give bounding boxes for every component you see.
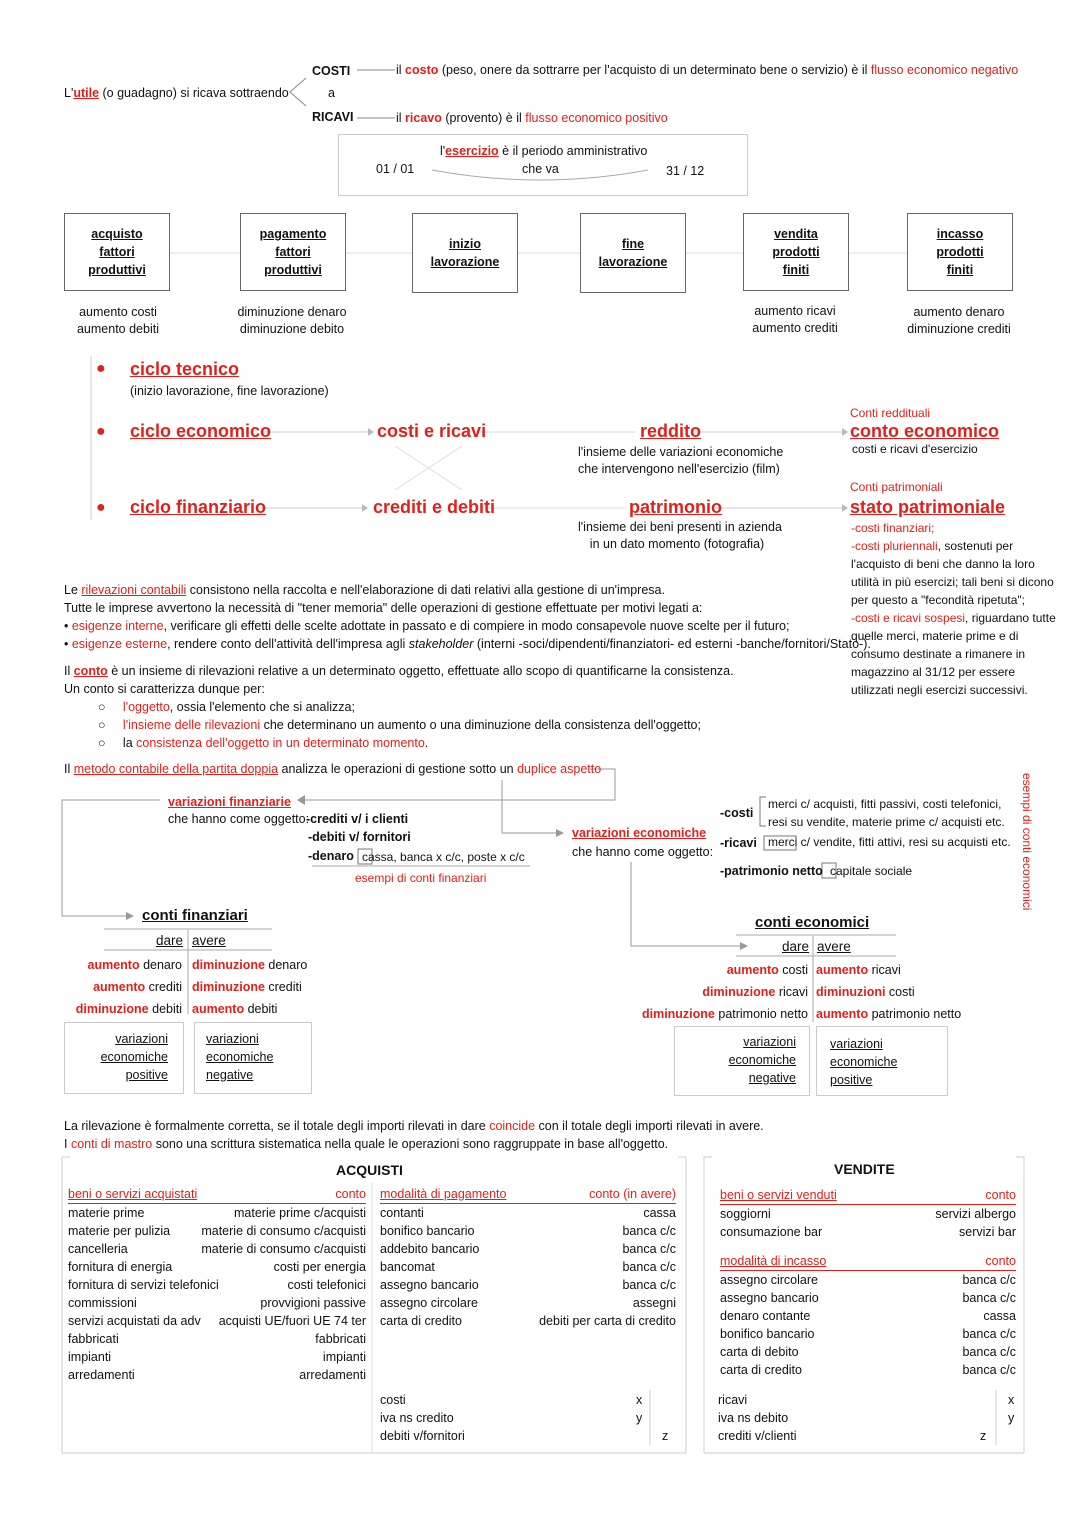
costi-label: COSTI: [312, 64, 351, 78]
ciclo-tecnico-sub: (inizio lavorazione, fine lavorazione): [130, 384, 329, 398]
row-account: fabbricati: [315, 1332, 366, 1346]
conto-definition: Il conto è un insieme di rilevazioni relative a un determinato oggetto, effettuate allo scopo di quantificarne la consistenza. Un conto si caratterizza dunque per: ○ l'oggetto, ossia l'elemento che si analizza; ○ l'insieme delle rilevazioni che determinano un aumento o una diminuzione della consistenza dell'oggetto; ○ la consistenza dell'oggetto in un determinato momento.: [64, 664, 734, 750]
row-label: arredamenti: [68, 1368, 135, 1382]
conti-economici-dare-list: aumento costi diminuzione ricavi diminuzione patrimonio netto: [641, 963, 808, 1021]
vendite-beni-table: beni o servizi venduti conto soggiorni servizi albergo consumazione bar servizi bar: [720, 1188, 1016, 1239]
row-label: cancelleria: [68, 1242, 128, 1256]
row-label: impianti: [68, 1350, 112, 1364]
table-row: [380, 1204, 676, 1222]
dare-value: x: [636, 1393, 643, 1407]
table-row: [68, 1312, 366, 1330]
row-account: arredamenti: [299, 1368, 366, 1382]
costi-item: -costi: [720, 806, 754, 820]
table-row: [68, 1204, 366, 1222]
table-row: [720, 1325, 1016, 1343]
esercizio-start: 01 / 01: [376, 162, 415, 176]
row-account: banca c/c: [962, 1291, 1016, 1305]
row-label: soggiorni: [720, 1207, 771, 1221]
total-label: debiti v/fornitori: [380, 1429, 465, 1443]
row-account: impianti: [322, 1350, 366, 1364]
table-row: [68, 1348, 366, 1366]
total-row: [718, 1427, 1016, 1445]
acquisti-title: ACQUISTI: [336, 1162, 403, 1178]
costi-e-ricavi: costi e ricavi: [377, 421, 487, 441]
crediti-clienti: -crediti v/ i clienti: [306, 812, 409, 826]
row-account: servizi bar: [959, 1225, 1016, 1239]
ciclo-economico: ciclo economico: [130, 421, 272, 441]
flow-caption-pagamento: diminuzione denaro diminuzione debito: [237, 305, 347, 336]
row-account: servizi albergo: [935, 1207, 1016, 1221]
flow-box-pagamento: pagamento fattori produttivi: [240, 213, 346, 291]
dare-value: x: [1008, 1393, 1015, 1407]
total-label: iva ns debito: [718, 1411, 789, 1425]
esempi-conti-finanziari: esempi di conti finanziari: [355, 871, 487, 885]
conti-finanziari-dare-list: aumento denaro aumento crediti diminuzione debiti: [75, 958, 182, 1016]
denaro: -denaro: [308, 849, 354, 863]
total-row: [380, 1409, 670, 1427]
row-label: fornitura di servizi telefonici: [68, 1278, 219, 1292]
conto-economico: conto economico: [850, 421, 1000, 441]
row-label: assegno circolare: [720, 1273, 818, 1287]
esempi-conti-economici: esempi di conti economici: [1020, 773, 1034, 911]
ricavo-definition: il ricavo (provento) è il flusso economico positivo: [396, 111, 668, 125]
esercizio-definition: l'esercizio è il periodo amministrativo: [440, 144, 648, 158]
ciclo-finanziario: ciclo finanziario: [130, 497, 267, 517]
flow-box-acquisto: acquisto fattori produttivi: [64, 213, 170, 291]
row-account: banca c/c: [622, 1224, 676, 1238]
table-row: [720, 1289, 1016, 1307]
esercizio-che-va: che va: [522, 162, 559, 176]
utile-sentence: L'utile (o guadagno) si ricava sottraendo: [64, 86, 289, 100]
flow-caption-vendita: aumento ricavi aumento crediti: [752, 304, 838, 335]
conti-economici-avere: avere: [817, 939, 851, 954]
row-account: costi per energia: [273, 1260, 366, 1274]
table-row: [68, 1240, 366, 1258]
avere-value: z: [662, 1429, 669, 1443]
esercizio-end: 31 / 12: [666, 164, 705, 178]
patrimonio-netto-item: -patrimonio netto: [720, 864, 823, 878]
flow-caption-incasso: aumento denaro diminuzione crediti: [907, 305, 1011, 336]
table-row: [720, 1271, 1016, 1289]
row-account: acquisti UE/fuori UE 74 ter: [218, 1314, 366, 1328]
flow-box-vendita: vendita prodotti finiti: [743, 213, 849, 291]
costi-examples: merci c/ acquisti, fitti passivi, costi telefonici, resi su vendite, materie prime c/ acquisti etc.: [768, 797, 1005, 829]
total-row: [380, 1391, 670, 1409]
variazioni-positive-label: variazioni economiche positive: [100, 1032, 168, 1082]
row-label: servizi acquistati da adv: [68, 1314, 201, 1328]
row-account: costi telefonici: [287, 1278, 366, 1292]
a-label: a: [328, 86, 335, 100]
table-row: [720, 1343, 1016, 1361]
mastro-text: La rilevazione è formalmente corretta, se il totale degli importi rilevati in dare coincide con il totale degli importi rilevati in avere. I conti di mastro sono una scrittura sistematica nella quale le operazioni sono raggruppate in base all'oggetto.: [64, 1119, 764, 1151]
row-label: assegno bancario: [720, 1291, 819, 1305]
table-row: [68, 1276, 366, 1294]
bullet-icon: ●: [96, 423, 106, 440]
ciclo-tecnico: ciclo tecnico: [130, 359, 240, 379]
avere-value: z: [980, 1429, 987, 1443]
conti-finanziari-avere-list: diminuzione denaro diminuzione crediti aumento debiti: [192, 958, 308, 1016]
conti-finanziari-title: conti finanziari: [142, 907, 248, 924]
acquisti-beni-table: beni o servizi acquistati conto materie prime materie prime c/acquisti materie per pulizia materie di consumo c/acquisti cancelleria materie di consumo c/acquisti fornitura di energia costi per energia fornitura di servizi telefonici costi telefonici commissioni provvigioni passive servizi acquistati da adv acquisti UE/fuori UE 74 ter fabbricati fabbricati impianti impianti arredamenti arredamenti: [68, 1187, 366, 1382]
row-account: materie di consumo c/acquisti: [201, 1242, 366, 1256]
row-label: fornitura di energia: [68, 1260, 173, 1274]
table-row: [68, 1222, 366, 1240]
row-account: banca c/c: [622, 1278, 676, 1292]
total-row: [718, 1409, 1016, 1427]
total-label: iva ns credito: [380, 1411, 454, 1425]
variazioni-negative-label: variazioni economiche negative: [728, 1035, 796, 1085]
row-label: carta di credito: [720, 1363, 802, 1377]
row-account: debiti per carta di credito: [539, 1314, 676, 1328]
table-row: [380, 1240, 676, 1258]
crediti-e-debiti: crediti e debiti: [373, 497, 496, 517]
row-label: consumazione bar: [720, 1225, 823, 1239]
patrimonio-netto-example: capitale sociale: [830, 864, 913, 878]
partita-doppia-sentence: Il metodo contabile della partita doppia analizza le operazioni di gestione sotto un duplice aspetto: [64, 762, 602, 776]
dare-value: y: [1008, 1411, 1015, 1425]
row-label: assegno circolare: [380, 1296, 478, 1310]
row-label: materie per pulizia: [68, 1224, 171, 1238]
flow-box-incasso: incasso prodotti finiti: [907, 213, 1013, 291]
row-label: fabbricati: [68, 1332, 119, 1346]
table-row: [68, 1294, 366, 1312]
row-account: provvigioni passive: [260, 1296, 366, 1310]
bullet-icon: ●: [96, 499, 106, 516]
table-row: [720, 1205, 1016, 1223]
conti-patrimoniali-label: Conti patrimoniali: [850, 480, 943, 494]
flow-box-fine: fine lavorazione: [580, 213, 686, 293]
row-account: cassa: [643, 1206, 676, 1220]
conti-economici-avere-list: aumento ricavi diminuzioni costi aumento patrimonio netto: [816, 963, 962, 1021]
table-row: [68, 1366, 366, 1384]
conti-economici-dare: dare: [782, 939, 810, 954]
total-row: [718, 1391, 1016, 1409]
row-label: denaro contante: [720, 1309, 811, 1323]
table-row: [380, 1222, 676, 1240]
reddito-desc: l'insieme delle variazioni economiche che intervengono nell'esercizio (film): [578, 445, 784, 476]
row-label: materie prime: [68, 1206, 145, 1220]
table-row: [720, 1307, 1016, 1325]
variazioni-negative-label: variazioni economiche negative: [206, 1032, 274, 1082]
variazioni-positive-label: variazioni economiche positive: [830, 1037, 898, 1087]
conto-economico-sub: costi e ricavi d'esercizio: [852, 442, 978, 456]
row-label: bonifico bancario: [380, 1224, 475, 1238]
row-account: materie prime c/acquisti: [234, 1206, 366, 1220]
row-account: banca c/c: [962, 1327, 1016, 1341]
stato-patrimoniale: stato patrimoniale: [850, 497, 1006, 517]
table-row: [720, 1223, 1016, 1241]
table-row: [380, 1294, 676, 1312]
conti-economici-title: conti economici: [755, 914, 870, 931]
flow-caption-acquisto: aumento costi aumento debiti: [76, 305, 159, 336]
table-row: [720, 1361, 1016, 1379]
ricavi-item: -ricavi: [720, 836, 757, 850]
stato-patrimoniale-notes: -costi finanziari; -costi pluriennali, sostenuti per l'acquisto di beni che danno la loro utilità in più esercizi; tali beni si dicono per questo a "fecondità ripetuta"; -costi e ricavi sospesi, riguardano tutte quelle merci, materie prime e di consumo destinate a rimanere in magazzino al 31/12 per essere utilizzati negli esercizi successivi.: [851, 521, 1056, 697]
denaro-examples: cassa, banca x c/c, poste x c/c: [362, 850, 525, 864]
debiti-fornitori: -debiti v/ fornitori: [308, 830, 411, 844]
row-label: assegno bancario: [380, 1278, 479, 1292]
total-row: [380, 1427, 670, 1445]
table-row: [380, 1312, 676, 1330]
row-label: commissioni: [68, 1296, 137, 1310]
acquisti-pagamento-table: modalità di pagamento conto (in avere) contanti cassa bonifico bancario banca c/c addebito bancario banca c/c bancomat banca c/c assegno bancario banca c/c assegno circolare assegni carta di credito debiti per carta di credito: [380, 1187, 676, 1328]
variazioni-economiche-sub: che hanno come oggetto:: [572, 845, 714, 859]
row-label: addebito bancario: [380, 1242, 480, 1256]
ricavi-examples: merci c/ vendite, fitti attivi, resi su acquisti etc.: [768, 835, 1011, 849]
table-row: [68, 1258, 366, 1276]
row-label: bancomat: [380, 1260, 435, 1274]
conti-finanziari-dare: dare: [156, 933, 184, 948]
variazioni-economiche: variazioni economiche: [572, 826, 707, 840]
row-label: carta di debito: [720, 1345, 799, 1359]
row-account: banca c/c: [962, 1363, 1016, 1377]
row-account: materie di consumo c/acquisti: [201, 1224, 366, 1238]
row-label: carta di credito: [380, 1314, 462, 1328]
row-account: banca c/c: [962, 1273, 1016, 1287]
vendite-incasso-table: modalità di incasso conto assegno circolare banca c/c assegno bancario banca c/c denaro contante cassa bonifico bancario banca c/c carta di debito banca c/c carta di credito banca c/c: [720, 1254, 1016, 1377]
variazioni-finanziarie-sub: che hanno come oggetto:: [168, 812, 310, 826]
row-account: cassa: [983, 1309, 1016, 1323]
row-account: banca c/c: [622, 1260, 676, 1274]
conti-finanziari-avere: avere: [192, 933, 226, 948]
total-label: costi: [380, 1393, 406, 1407]
variazioni-finanziarie: variazioni finanziarie: [168, 795, 291, 809]
vendite-totali: [718, 1391, 1016, 1445]
patrimonio: patrimonio: [629, 497, 722, 517]
rilevazioni-text: Le rilevazioni contabili consistono nella raccolta e nell'elaborazione di dati relativi alla gestione di un'impresa. Tutte le imprese avvertono la necessità di "tener memoria" delle operazioni di gestione effettuate per motivi legati a: • esigenze interne, verificare gli effetti delle scelte adottate in passato e di compiere in modo consapevole nuove scelte per il futuro; • esigenze esterne, rendere conto dell'attività dell'impresa agli stakeholder (interni -soci/dipendenti/finanziatori- ed esterni -banche/fornitori/Stato-).: [64, 583, 871, 651]
patrimonio-desc: l'insieme dei beni presenti in azienda in un dato momento (fotografia): [578, 520, 782, 551]
row-label: bonifico bancario: [720, 1327, 815, 1341]
ricavi-label: RICAVI: [312, 110, 354, 124]
total-label: crediti v/clienti: [718, 1429, 797, 1443]
total-label: ricavi: [718, 1393, 748, 1407]
reddito: reddito: [640, 421, 701, 441]
dare-value: y: [636, 1411, 643, 1425]
row-account: assegni: [632, 1296, 676, 1310]
table-row: [380, 1258, 676, 1276]
row-account: banca c/c: [962, 1345, 1016, 1359]
vendite-title: VENDITE: [834, 1161, 895, 1177]
acquisti-totali: [380, 1391, 670, 1445]
bullet-icon: ●: [96, 360, 106, 377]
flow-box-inizio: inizio lavorazione: [412, 213, 518, 293]
costo-definition: il costo (peso, onere da sottrarre per l'acquisto di un determinato bene o servizio) è il flusso economico negativo: [396, 63, 1019, 77]
table-row: [380, 1276, 676, 1294]
row-account: banca c/c: [622, 1242, 676, 1256]
conti-reddituali-label: Conti reddituali: [850, 406, 931, 420]
table-row: [68, 1330, 366, 1348]
row-label: contanti: [380, 1206, 424, 1220]
